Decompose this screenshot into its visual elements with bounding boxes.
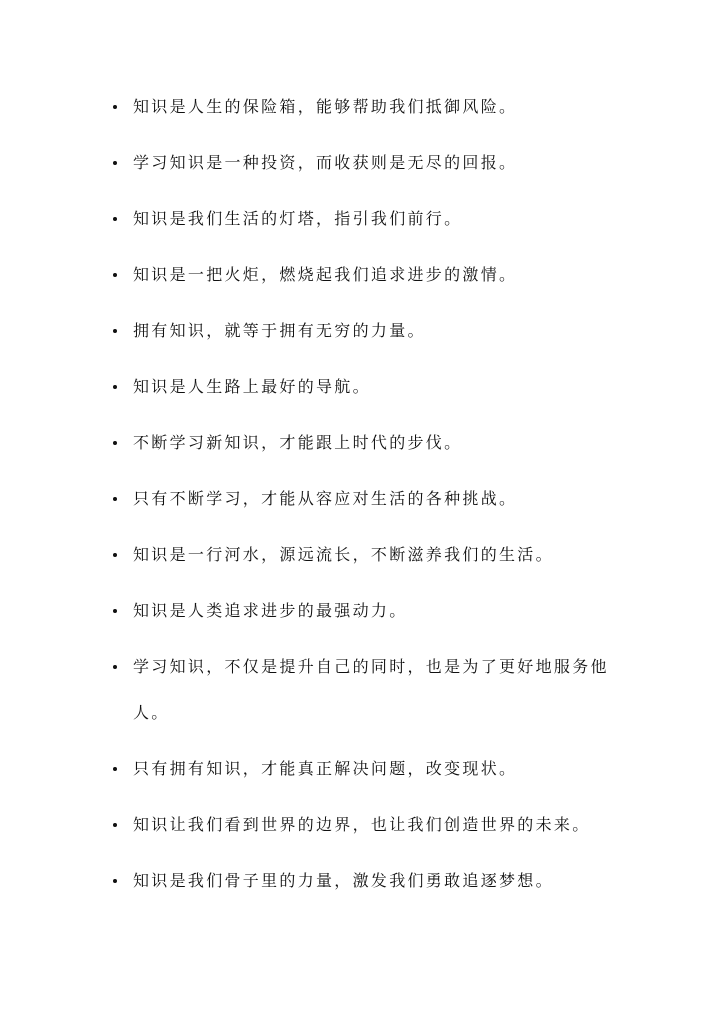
list-item (105, 308, 635, 354)
quote-text: 知识是人类追求进步的最强动力。 (133, 601, 408, 620)
bullet-icon (113, 329, 117, 333)
list-item (105, 644, 635, 736)
quote-text: 只有不断学习，才能从容应对生活的各种挑战。 (133, 489, 518, 508)
quote-text: 知识是我们骨子里的力量，激发我们勇敢追逐梦想。 (133, 871, 554, 890)
quote-text: 只有拥有知识，才能真正解决问题，改变现状。 (133, 759, 518, 778)
bullet-icon (113, 385, 117, 389)
list-item (105, 140, 635, 186)
bullet-icon (113, 767, 117, 771)
quote-text: 知识是人生的保险箱，能够帮助我们抵御风险。 (133, 97, 518, 116)
quote-text: 拥有知识，就等于拥有无穷的力量。 (133, 321, 426, 340)
list-item (105, 802, 635, 848)
quote-text: 知识是一把火炬，燃烧起我们追求进步的激情。 (133, 265, 518, 284)
list-item (105, 364, 635, 410)
list-item (105, 532, 635, 578)
bullet-icon (113, 217, 117, 221)
bullet-icon (113, 161, 117, 165)
list-item (105, 196, 635, 242)
bullet-icon (113, 823, 117, 827)
quote-text: 知识是人生路上最好的导航。 (133, 377, 371, 396)
list-item (105, 420, 635, 466)
bullet-icon (113, 665, 117, 669)
quote-text: 知识是一行河水，源远流长，不断滋养我们的生活。 (133, 545, 554, 564)
list-item (105, 252, 635, 298)
list-item (105, 858, 635, 904)
bullet-icon (113, 609, 117, 613)
quote-text: 知识是我们生活的灯塔，指引我们前行。 (133, 209, 463, 228)
bullet-icon (113, 441, 117, 445)
bullet-icon (113, 273, 117, 277)
list-item (105, 476, 635, 522)
list-item (105, 746, 635, 792)
quote-list (105, 84, 635, 914)
list-item (105, 84, 635, 130)
quote-text: 学习知识是一种投资，而收获则是无尽的回报。 (133, 153, 518, 172)
quote-text: 不断学习新知识，才能跟上时代的步伐。 (133, 433, 463, 452)
bullet-icon (113, 553, 117, 557)
quote-text: 知识让我们看到世界的边界，也让我们创造世界的未来。 (133, 815, 591, 834)
bullet-icon (113, 105, 117, 109)
bullet-icon (113, 497, 117, 501)
list-item (105, 588, 635, 634)
quote-text: 学习知识，不仅是提升自己的同时，也是为了更好地服务他人。 (133, 657, 609, 722)
bullet-icon (113, 879, 117, 883)
